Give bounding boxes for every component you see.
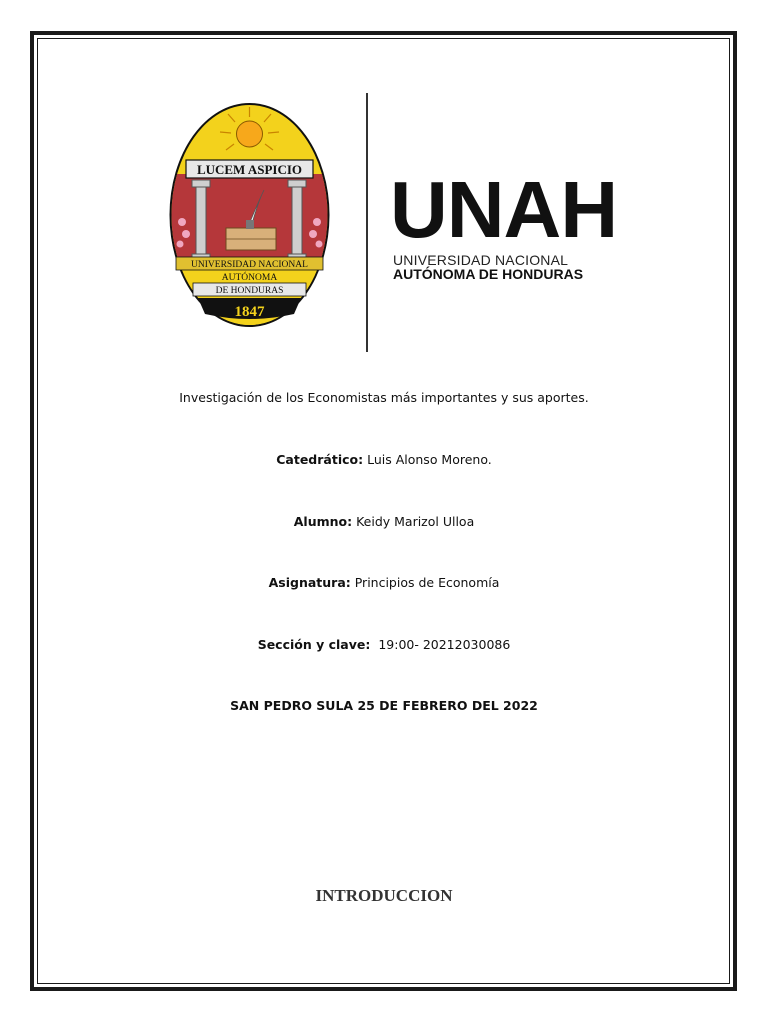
- seccion-value: 19:00- 20212030086: [370, 637, 511, 652]
- page-border: [30, 31, 737, 991]
- seal-text-line2: AUTÓNOMA: [221, 273, 278, 283]
- catedratico-label: Catedrático:: [276, 452, 364, 467]
- logo-divider: [366, 93, 368, 352]
- seal-year: 1847: [234, 304, 265, 320]
- catedratico-line: [0, 452, 768, 467]
- report-title: Investigación de los Economistas más importantes y sus aportes.: [179, 390, 589, 405]
- alumno-value: Keidy Marizol Ulloa: [352, 514, 475, 529]
- seccion-line: [0, 637, 768, 652]
- alumno-label: Alumno:: [293, 514, 353, 529]
- unah-subtitle-line1: UNIVERSIDAD NACIONAL: [393, 252, 569, 268]
- unah-subtitle-line2: AUTÓNOMA DE HONDURAS: [393, 266, 584, 282]
- asignatura-label: Asignatura:: [268, 575, 351, 590]
- section-heading-introduccion: INTRODUCCION: [315, 886, 453, 905]
- seal-text-line1: UNIVERSIDAD NACIONAL: [191, 260, 308, 270]
- page-border-inner: [37, 38, 730, 984]
- seal-motto: LUCEM ASPICIO: [196, 162, 303, 177]
- asignatura-line: [0, 575, 768, 590]
- alumno-line: [0, 514, 768, 529]
- unah-wordmark: UNAH: [390, 165, 618, 254]
- catedratico-value: Luis Alonso Moreno.: [363, 452, 492, 467]
- university-seal-logo: [168, 102, 331, 328]
- asignatura-value: Principios de Economía: [350, 575, 500, 590]
- place-date: SAN PEDRO SULA 25 DE FEBRERO DEL 2022: [230, 698, 538, 713]
- seal-text-line3: DE HONDURAS: [215, 286, 284, 296]
- seccion-label: Sección y clave:: [257, 637, 371, 652]
